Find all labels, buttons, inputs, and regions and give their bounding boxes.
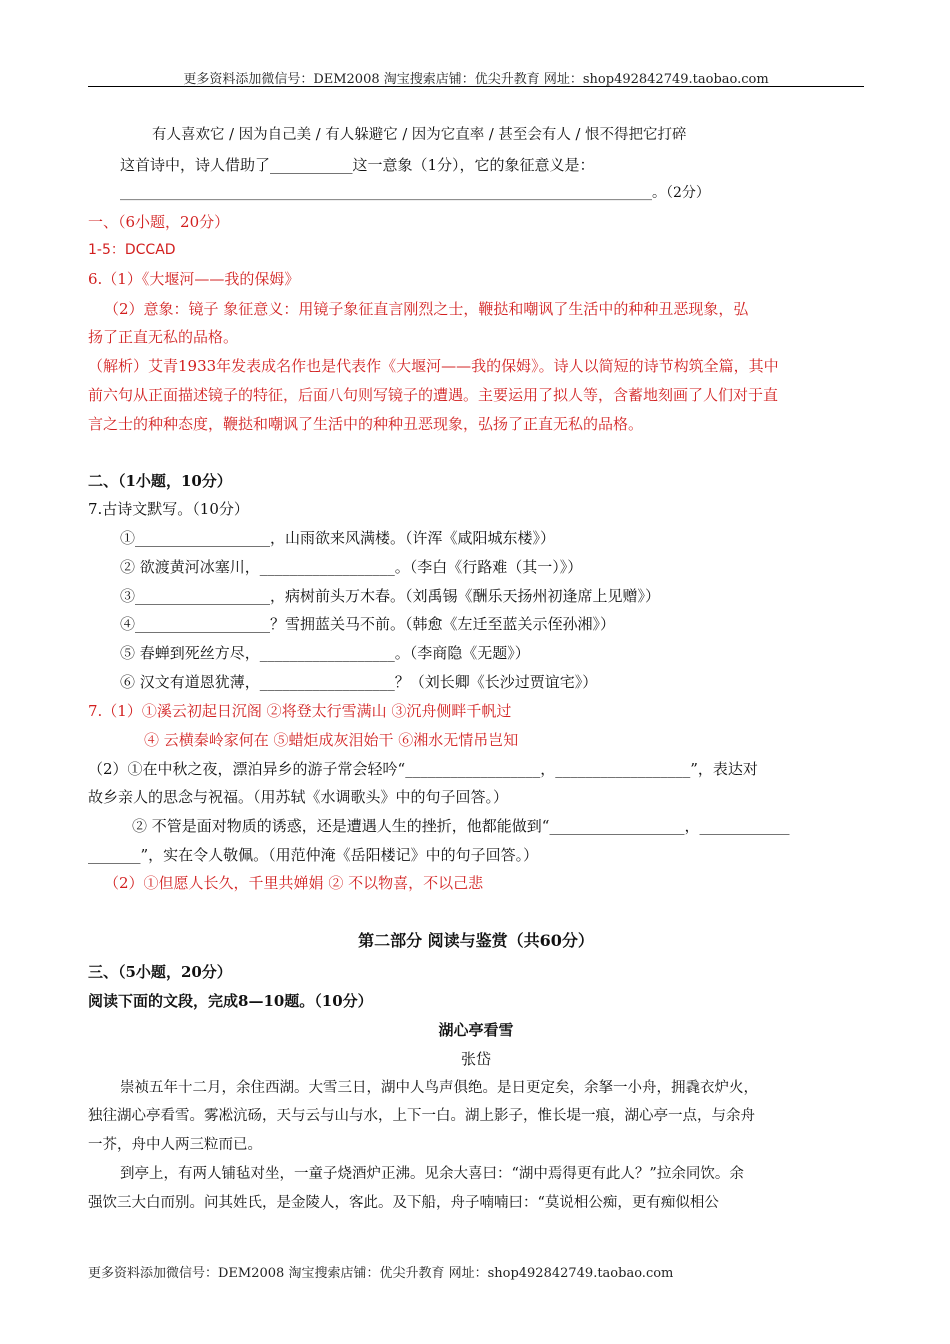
q6-blank-line: ____________________________________________________________________________。（2分） xyxy=(120,185,710,201)
analysis-line3: 言之士的种种态度，鞭挞和嘲讽了生活中的种种丑恶现象，弘扬了正直无私的品格。 xyxy=(88,415,644,433)
page-footer: 更多资料添加微信号：DEM2008 淘宝搜索店铺：优尖升教育 网址：shop492842749.taobao.com xyxy=(88,1266,674,1281)
q7-2-line3: ② 不管是面对物质的诱惑，还是遭遇人生的挫折，他都能做到“__________________，____________ xyxy=(132,817,790,835)
poem-tail: 有人喜欢它 / 因为自己美 / 有人躲避它 / 因为它直率 / 甚至会有人 / 恨不得把它打碎 xyxy=(152,127,687,143)
q7-item-1: ①__________________，山雨欲来风满楼。（许浑《咸阳城东楼》） xyxy=(120,529,556,547)
answer-section1-title: 一、（6小题，20分） xyxy=(88,213,230,231)
q7-item-2: ② 欲渡黄河冰塞川，__________________。（李白《行路难（其一）》） xyxy=(120,558,583,576)
q6-prompt: 这首诗中，诗人借助了___________这一意象（1分），它的象征意义是： xyxy=(120,156,595,174)
header-divider xyxy=(88,86,864,87)
page-header: 更多资料添加微信号：DEM2008 淘宝搜索店铺：优尖升教育 网址：shop492842749.taobao.com xyxy=(183,72,769,87)
section3-title: 三、（5小题，20分） xyxy=(88,963,232,981)
q7-2-line2: 故乡亲人的思念与祝福。（用苏轼《水调歌头》中的句子回答。） xyxy=(88,788,509,806)
section2-title: 二、（1小题，10分） xyxy=(88,472,232,490)
q7-2-line4: _______”，实在令人敬佩。（用范仲淹《岳阳楼记》中的句子回答。） xyxy=(88,846,539,864)
q7-title: 7.古诗文默写。（10分） xyxy=(88,500,249,518)
answer-7-2: （2）①但愿人长久，千里共婵娟 ② 不以物喜，不以己悲 xyxy=(104,874,484,892)
answer-7-1b: ④ 云横秦岭家何在 ⑤蜡炬成灰泪始干 ⑥湘水无情吊岂知 xyxy=(144,731,519,749)
text-para2-line1: 到亭上，有两人铺毡对坐，一童子烧酒炉正沸。见余大喜曰：“湖中焉得更有此人？”拉余同饮。余 xyxy=(120,1166,744,1182)
answer-7-1a: 7.（1）①溪云初起日沉阁 ②将登太行雪满山 ③沉舟侧畔千帆过 xyxy=(88,702,512,720)
text-para2-line2: 强饮三大白而别。问其姓氏，是金陵人，客此。及下船，舟子喃喃曰：“莫说相公痴，更有痴似相公 xyxy=(88,1195,719,1211)
answer-6-2: （2）意象：镜子 象征意义：用镜子象征直言刚烈之士，鞭挞和嘲讽了生活中的种种丑恶现象，弘 xyxy=(104,300,749,318)
text-para1-line2: 独往湖心亭看雪。雾凇沆砀，天与云与山与水，上下一白。湖上影子，惟长堤一痕，湖心亭一点，与余舟 xyxy=(88,1108,755,1124)
analysis-line1: （解析）艾青1933年发表成名作也是代表作《大堰河——我的保姆》。诗人以简短的诗节构筑全篇，其中 xyxy=(88,357,779,375)
text-author: 张岱 xyxy=(460,1050,491,1068)
text-title: 湖心亭看雪 xyxy=(438,1021,514,1039)
q7-item-6: ⑥ 汉文有道恩犹薄，__________________？（刘长卿《长沙过贾谊宅》） xyxy=(120,673,598,691)
answer-6-2-cont: 扬了正直无私的品格。 xyxy=(88,328,239,346)
answer-mc: 1-5：DCCAD xyxy=(88,242,176,258)
answer-6-1: 6.（1）《大堰河——我的保姆》 xyxy=(88,270,300,288)
reading-instruction: 阅读下面的文段，完成8—10题。（10分） xyxy=(88,992,373,1010)
text-para1-line3: 一芥，舟中人两三粒而已。 xyxy=(88,1137,262,1153)
text-para1-line1: 崇祯五年十二月，余住西湖。大雪三日，湖中人鸟声俱绝。是日更定矣，余拏一小舟，拥毳衣炉火， xyxy=(120,1080,758,1096)
analysis-line2: 前六句从正面描述镜子的特征，后面八句则写镜子的遭遇。主要运用了拟人等，含蓄地刻画了人们对于直 xyxy=(88,386,779,404)
q7-item-3: ③__________________，病树前头万木春。（刘禹锡《酬乐天扬州初逢席上见赠》） xyxy=(120,587,661,605)
q7-2-line1: （2）①在中秋之夜，漂泊异乡的游子常会轻吟“__________________，__________________”，表达对 xyxy=(88,760,758,778)
q7-item-4: ④__________________？雪拥蓝关马不前。（韩愈《左迁至蓝关示侄孙湘》） xyxy=(120,615,616,633)
q7-item-5: ⑤ 春蝉到死丝方尽，__________________。（李商隐《无题》） xyxy=(120,644,530,662)
part2-title: 第二部分 阅读与鉴赏（共60分） xyxy=(358,931,594,950)
